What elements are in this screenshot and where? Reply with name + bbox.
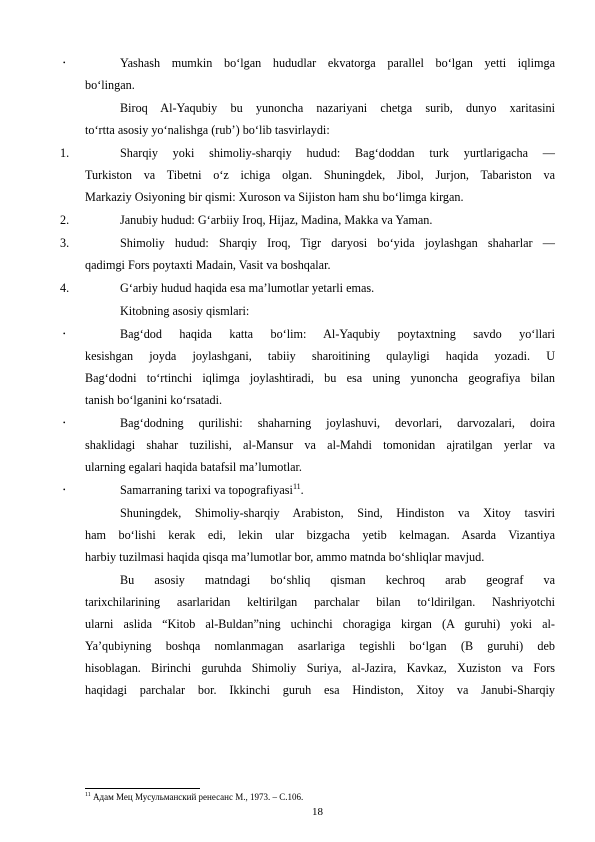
paragraph xyxy=(85,300,555,322)
line-text: ularning egalari haqida batafsil ma’lumotlar. xyxy=(85,460,302,474)
numbered-item xyxy=(60,277,555,299)
numbered-item xyxy=(60,142,555,208)
bullet-item xyxy=(63,323,555,411)
line-text: Bag‘dodni to‘rtinchi iqlimga joylashtiradi, bu esa uning yunoncha geografiya bilan xyxy=(85,371,555,385)
text-line xyxy=(85,635,555,657)
line-text: Bu asosiy matndagi bo‘shliq qisman kechroq arab geograf va xyxy=(120,573,555,587)
footnote-separator xyxy=(85,788,200,789)
text-line xyxy=(85,546,555,568)
list-number: 2. xyxy=(60,213,70,227)
line-text: Shuningdek, Shimoliy-sharqiy Arabiston, Sind, Hindiston va Xitoy tasviri xyxy=(120,506,555,520)
list-number: 3. xyxy=(60,236,70,250)
text-line xyxy=(85,209,555,231)
line-text: shaklidagi shahar tuzilishi, al-Mansur va al-Mahdi tomonidan ajratilgan yerlar va xyxy=(85,438,555,452)
text-line xyxy=(85,367,555,389)
line-text: Turkiston va Tibetni o‘z ichiga olgan. Shuningdek, Jibol, Jurjon, Tabariston va xyxy=(85,168,555,182)
line-text: bo‘lingan. xyxy=(85,78,135,92)
numbered-item xyxy=(60,209,555,231)
line-text: Samarraning tarixi va topografiyasi xyxy=(120,483,293,497)
text-line xyxy=(85,300,555,322)
line-text: harbiy tuzilmasi haqida qisqa ma’lumotlar bor, ammo matnda bo‘shliqlar mavjud. xyxy=(85,550,485,564)
text-line xyxy=(85,591,555,613)
bullet-item xyxy=(63,412,555,478)
text-line xyxy=(85,345,555,367)
line-text: ularni aslida “Kitob al-Buldan”ning uchinchi choragiga kirgan (A guruhi) yoki al- xyxy=(85,617,555,631)
text-line xyxy=(85,186,555,208)
line-text: Yashash mumkin bo‘lgan hududlar ekvatorga parallel bo‘lgan yetti iqlimga xyxy=(120,56,555,70)
line-text: tanish bo‘lganini ko‘rsatadi. xyxy=(85,393,223,407)
page-number: 18 xyxy=(312,806,323,818)
text-line xyxy=(85,412,555,434)
text-line xyxy=(85,434,555,456)
numbered-item xyxy=(60,232,555,276)
text-line xyxy=(85,277,555,299)
text-line xyxy=(85,323,555,345)
text-line xyxy=(85,613,555,635)
text-line xyxy=(85,389,555,411)
line-text: Bag‘dod haqida katta bo‘lim: Al-Yaqubiy poytaxtning savdo yo‘llari xyxy=(120,327,555,341)
line-text: qadimgi Fors poytaxti Madain, Vasit va boshqalar. xyxy=(85,258,331,272)
bullet-item xyxy=(63,52,555,96)
bullet-marker: • xyxy=(63,419,66,427)
footnote xyxy=(85,792,303,803)
list-number: 4. xyxy=(60,281,70,295)
line-text: Shimoliy hudud: Sharqiy Iroq, Tigr daryosi bo‘yida joylashgan shaharlar — xyxy=(120,236,555,250)
text-line xyxy=(85,524,555,546)
text-line xyxy=(85,502,555,524)
paragraph xyxy=(85,97,555,141)
line-text: hisoblagan. Birinchi guruhda Shimoliy Suriya, al-Jazira, Kavkaz, Xuziston va Fors xyxy=(85,661,555,675)
bullet-marker: • xyxy=(63,330,66,338)
line-text: Sharqiy yoki shimoliy-sharqiy hudud: Bag‘doddan turk yurtlarigacha — xyxy=(120,146,555,160)
text-line xyxy=(85,569,555,591)
line-text: tarixchilarining asarlaridan keltirilgan parchalar bilan to‘ldirilgan. Nashriyotchi xyxy=(85,595,555,609)
list-number: 1. xyxy=(60,146,70,160)
line-text: to‘rtta asosiy yo‘nalishga (rub’) bo‘lib tasvirlaydi: xyxy=(85,123,330,137)
line-text: Kitobning asosiy qismlari: xyxy=(120,304,250,318)
text-line xyxy=(85,164,555,186)
line-text: kesishgan joyda joylashgani, tabiiy sharoitining qulayligi haqida yozadi. U xyxy=(85,349,555,363)
text-line xyxy=(85,657,555,679)
text-line xyxy=(85,52,555,74)
line-text: ham bo‘lishi kerak edi, lekin ular bizgacha yetib kelmagan. Asarda Vizantiya xyxy=(85,528,555,542)
punctuation: . xyxy=(300,483,304,497)
text-line xyxy=(85,142,555,164)
text-line xyxy=(85,97,555,119)
text-line xyxy=(85,479,555,501)
text-line xyxy=(85,74,555,96)
footnote-text: Адам Мец Мусульманский ренесанс М., 1973. – С.106. xyxy=(93,792,304,802)
line-text: G‘arbiy hudud haqida esa ma’lumotlar yetarli emas. xyxy=(120,281,375,295)
paragraph xyxy=(85,569,555,701)
text-line xyxy=(85,456,555,478)
text-line xyxy=(85,679,555,701)
footnote-reference[interactable]: 11 xyxy=(292,481,301,491)
bullet-marker: • xyxy=(63,486,66,494)
text-line xyxy=(85,232,555,254)
bullet-marker: • xyxy=(63,59,66,67)
line-text: Ya’qubiyning boshqa nomlanmagan asarlariga tegishli bo‘lgan (B guruhi) deb xyxy=(85,639,555,653)
line-text: Bag‘dodning qurilishi: shaharning joylashuvi, devorlari, darvozalari, doira xyxy=(120,416,555,430)
bullet-item xyxy=(63,479,555,501)
line-text: Markaziy Osiyoning bir qismi: Xuroson va Sijiston ham shu bo‘limga kirgan. xyxy=(85,190,464,204)
text-line xyxy=(85,119,555,141)
footnote-number: 11 xyxy=(85,792,91,798)
line-text: haqidagi parchalar bor. Ikkinchi guruh esa Hindiston, Xitoy va Janubi-Sharqiy xyxy=(85,683,555,697)
text-line xyxy=(85,254,555,276)
paragraph xyxy=(85,502,555,568)
line-text: Janubiy hudud: G‘arbiiy Iroq, Hijaz, Madina, Makka va Yaman. xyxy=(120,213,433,227)
line-text: Biroq Al-Yaqubiy bu yunoncha nazariyani chetga surib, dunyo xaritasini xyxy=(120,101,555,115)
